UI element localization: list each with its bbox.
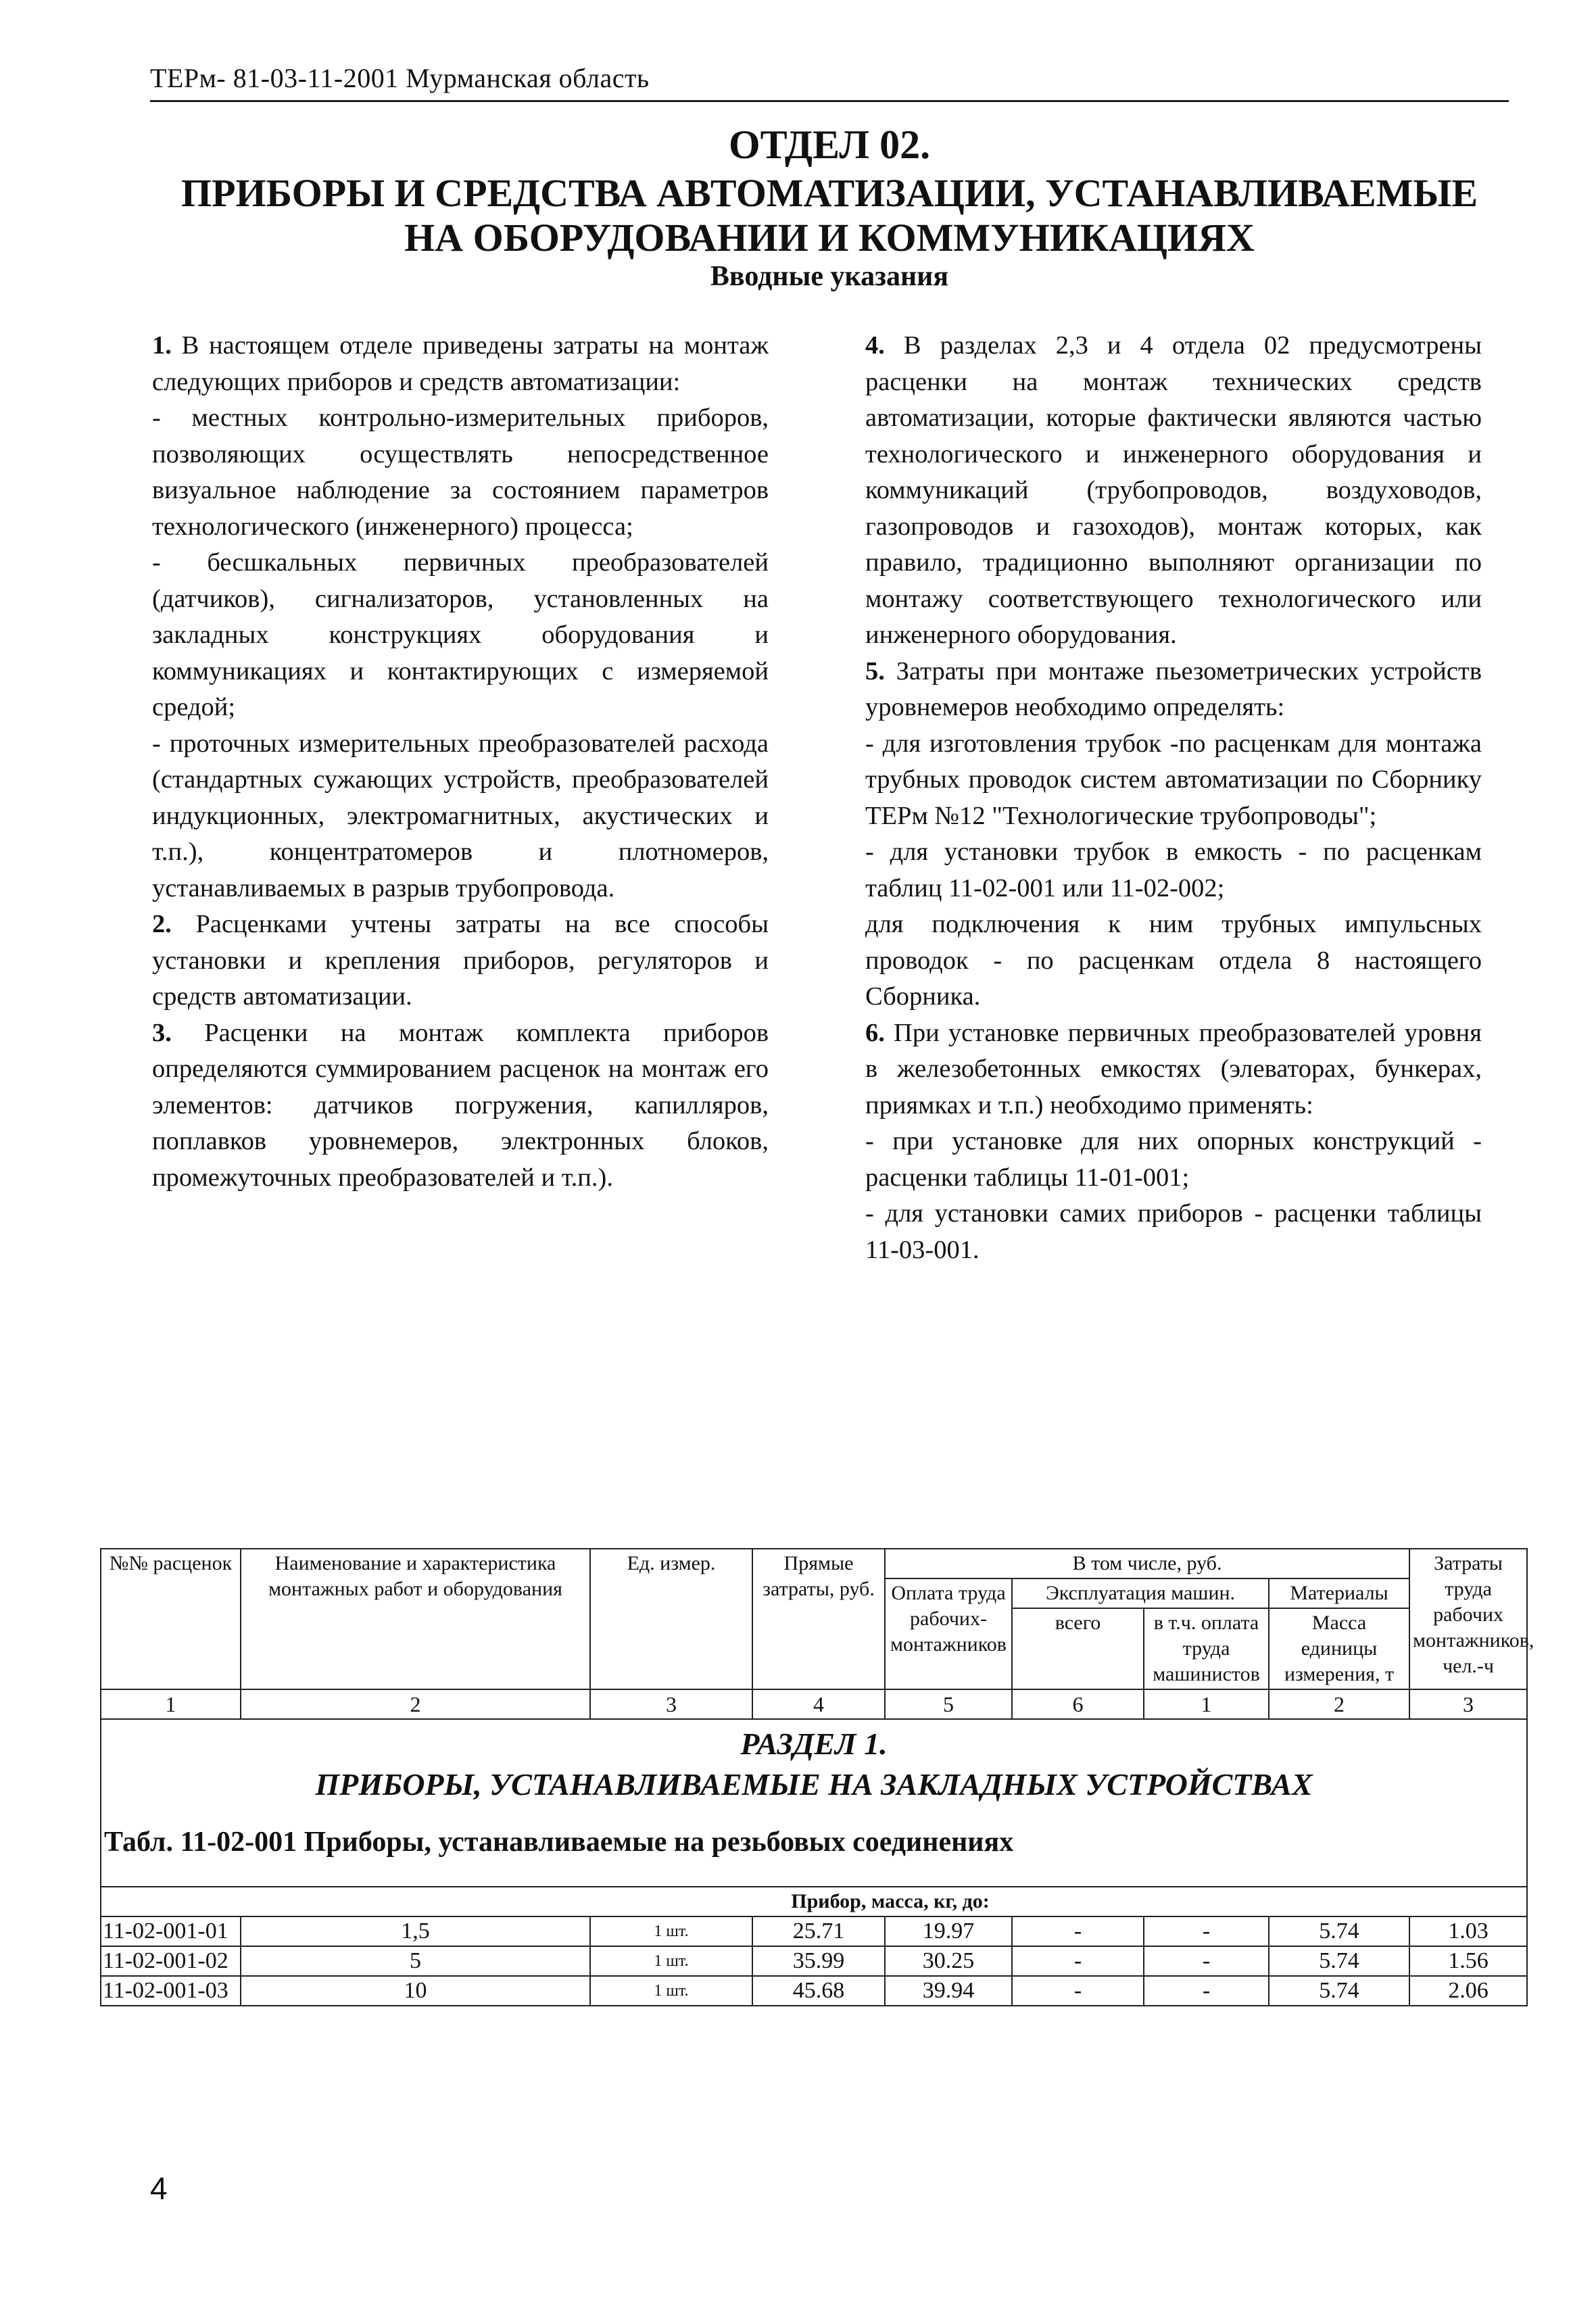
paragraph	[865, 328, 1482, 654]
header-name: Наименование и характеристика монтажных работ и оборудования	[241, 1549, 590, 1689]
rate-name: 10	[241, 1976, 590, 2006]
column-number: 2	[241, 1689, 590, 1719]
paragraph	[152, 328, 769, 400]
rate-mass: 5.74	[1269, 1916, 1409, 1946]
rate-unit: 1 шт.	[590, 1976, 752, 2006]
paragraph-text: В разделах 2,3 и 4 отдела 02 предусмотрены расценки на монтаж технических средств автоматизации, которые фактически являются частью технологического и инженерного оборудования и коммуникаций (трубопроводов, воздуховодов, газопроводов и газоходов), монтаж которых, как правило, традиционно выполняют организации по монтажу соответствующего технологического или инженерного оборудования.	[865, 331, 1482, 649]
header-incl-pay: в т.ч. оплата труда машинистов	[1144, 1608, 1269, 1689]
paragraph	[865, 1196, 1482, 1268]
rate-direct: 45.68	[752, 1976, 885, 2006]
column-number: 2	[1269, 1689, 1409, 1719]
paragraph-text: - для изготовления трубок -по расценкам для монтажа трубных проводок систем автоматизации по Сборнику ТЕРм №12 "Технологические трубопроводы";	[865, 729, 1482, 830]
page-header: ТЕРм- 81-03-11-2001 Мурманская область	[150, 63, 650, 93]
right-text-column	[865, 328, 1482, 1268]
rate-machines-pay: -	[1144, 1976, 1269, 2006]
column-number: 1	[1144, 1689, 1269, 1719]
section-heading-row	[101, 1719, 1527, 1887]
rate-machines-total: -	[1012, 1946, 1144, 1976]
section-title: ОТДЕЛ 02.	[728, 122, 931, 167]
paragraph	[865, 1124, 1482, 1196]
paragraph-number: 5.	[865, 656, 885, 685]
paragraph-text: - для установки самих приборов - расценки таблицы 11-03-001.	[865, 1199, 1482, 1264]
paragraph	[152, 545, 769, 726]
sub-label: Прибор, масса, кг, до:	[101, 1887, 1527, 1916]
column-number: 1	[101, 1689, 241, 1719]
header-unit: Ед. измер.	[590, 1549, 752, 1689]
section-heading-cell	[101, 1719, 1527, 1887]
paragraph	[865, 1015, 1482, 1124]
paragraph-text: - бесшкальных первичных преобразователей (датчиков), сигнализаторов, установленных на закладных конструкциях оборудования и коммуникациях и контактирующих с измеряемой средой;	[152, 548, 769, 721]
header-machines: Эксплуатация машин.	[1012, 1578, 1269, 1608]
rate-labor: 30.25	[885, 1946, 1012, 1976]
header-rule	[150, 100, 1509, 102]
section-title-line2: ПРИБОРЫ И СРЕДСТВА АВТОМАТИЗАЦИИ, УСТАНАВЛИВАЕМЫЕ	[180, 171, 1478, 215]
rate-machines-total: -	[1012, 1976, 1144, 2006]
paragraph	[152, 907, 769, 1015]
paragraph-number: 2.	[152, 910, 172, 938]
rate-direct: 25.71	[752, 1916, 885, 1946]
header-num: №№ расценок	[101, 1549, 241, 1689]
paragraph	[865, 726, 1482, 835]
paragraph	[152, 1015, 769, 1197]
paragraph-text: Расценки на монтаж комплекта приборов определяются суммированием расценок на монтаж его элементов: датчиков погружения, капилляров, поплавков уровнемеров, электронных блоков, промежуточных преобразователей и т.п.).	[152, 1018, 769, 1192]
paragraph-number: 3.	[152, 1018, 172, 1047]
paragraph-text: - при установке для них опорных конструкций - расценки таблицы 11-01-001;	[865, 1127, 1482, 1192]
rate-labor-cost: 2.06	[1409, 1976, 1527, 2006]
table-header-row	[101, 1549, 1527, 1578]
paragraph-number: 1.	[152, 331, 172, 360]
header-labor-cost: Затраты труда рабочих монтажников, чел.-ч	[1409, 1549, 1527, 1689]
paragraph-text: Расценками учтены затраты на все способы установки и крепления приборов, регуляторов и средств автоматизации.	[152, 910, 769, 1011]
rate-code: 11-02-001-01	[101, 1916, 241, 1946]
rate-name: 1,5	[241, 1916, 590, 1946]
paragraph-number: 6.	[865, 1018, 885, 1047]
paragraph-text: - для установки трубок в емкость - по расценкам таблиц 11-02-001 или 11-02-002;	[865, 838, 1482, 902]
header-labor: Оплата труда рабочих-монтажников	[885, 1578, 1012, 1689]
rate-name: 5	[241, 1946, 590, 1976]
paragraph	[865, 654, 1482, 726]
paragraph	[865, 834, 1482, 907]
header-direct: Прямые затраты, руб.	[752, 1549, 885, 1689]
column-number: 3	[1409, 1689, 1527, 1719]
rate-unit: 1 шт.	[590, 1916, 752, 1946]
header-total: всего	[1012, 1608, 1144, 1689]
column-numbers-row	[101, 1689, 1527, 1719]
page-number: 4	[150, 2171, 168, 2206]
left-text-column	[152, 328, 769, 1196]
rate-mass: 5.74	[1269, 1976, 1409, 2006]
rate-labor: 39.94	[885, 1976, 1012, 2006]
rate-machines-pay: -	[1144, 1916, 1269, 1946]
table-title: Табл. 11-02-001 Приборы, устанавливаемые на резьбовых соединениях	[104, 1827, 1014, 1858]
paragraph-text: В настоящем отделе приведены затраты на монтаж следующих приборов и средств автоматизации:	[152, 331, 769, 396]
rate-code: 11-02-001-02	[101, 1946, 241, 1976]
paragraph	[152, 400, 769, 545]
column-number: 6	[1012, 1689, 1144, 1719]
table-row	[101, 1946, 1527, 1976]
column-number: 4	[752, 1689, 885, 1719]
paragraph-text: - местных контрольно-измерительных приборов, позволяющих осуществлять непосредственное визуальное наблюдение за состоянием параметров технологического (инженерного) процесса;	[152, 404, 769, 541]
table-row	[101, 1976, 1527, 2006]
rate-mass: 5.74	[1269, 1946, 1409, 1976]
section-title-line3: НА ОБОРУДОВАНИИ И КОММУНИКАЦИЯХ	[404, 216, 1255, 260]
section-heading: РАЗДЕЛ 1.	[740, 1727, 888, 1761]
rate-unit: 1 шт.	[590, 1946, 752, 1976]
rate-machines-total: -	[1012, 1916, 1144, 1946]
rate-labor-cost: 1.56	[1409, 1946, 1527, 1976]
paragraph-text: Затраты при монтаже пьезометрических устройств уровнемеров необходимо определять:	[865, 656, 1482, 721]
sub-label-row	[101, 1887, 1527, 1916]
paragraph	[152, 726, 769, 907]
column-number: 3	[590, 1689, 752, 1719]
section-subtitle: Вводные указания	[710, 261, 949, 292]
section-heading-name: ПРИБОРЫ, УСТАНАВЛИВАЕМЫЕ НА ЗАКЛАДНЫХ УСТРОЙСТВАХ	[315, 1767, 1313, 1802]
paragraph-text: для подключения к ним трубных импульсных проводок - по расценкам отдела 8 настоящего Сборника.	[865, 910, 1482, 1011]
rates-table	[100, 1548, 1534, 2006]
paragraph	[865, 907, 1482, 1015]
rate-code: 11-02-001-03	[101, 1976, 241, 2006]
header-materials: Материалы	[1269, 1578, 1409, 1608]
rate-labor-cost: 1.03	[1409, 1916, 1527, 1946]
paragraph-text: - проточных измерительных преобразователей расхода (стандартных сужающих устройств, преобразователей индукционных, электромагнитных, акустических и т.п.), концентратомеров и плотномеров, устанавливаемых в разрыв трубопровода.	[152, 729, 769, 902]
rate-labor: 19.97	[885, 1916, 1012, 1946]
header-mass: Масса единицы измерения, т	[1269, 1608, 1409, 1689]
rate-direct: 35.99	[752, 1946, 885, 1976]
table-row	[101, 1916, 1527, 1946]
paragraph-number: 4.	[865, 331, 885, 360]
column-number: 5	[885, 1689, 1012, 1719]
paragraph-text: При установке первичных преобразователей уровня в железобетонных емкостях (элеваторах, бункерах, приямках и т.п.) необходимо применять:	[865, 1018, 1482, 1119]
header-incl: В том числе, руб.	[885, 1549, 1409, 1578]
rate-machines-pay: -	[1144, 1946, 1269, 1976]
